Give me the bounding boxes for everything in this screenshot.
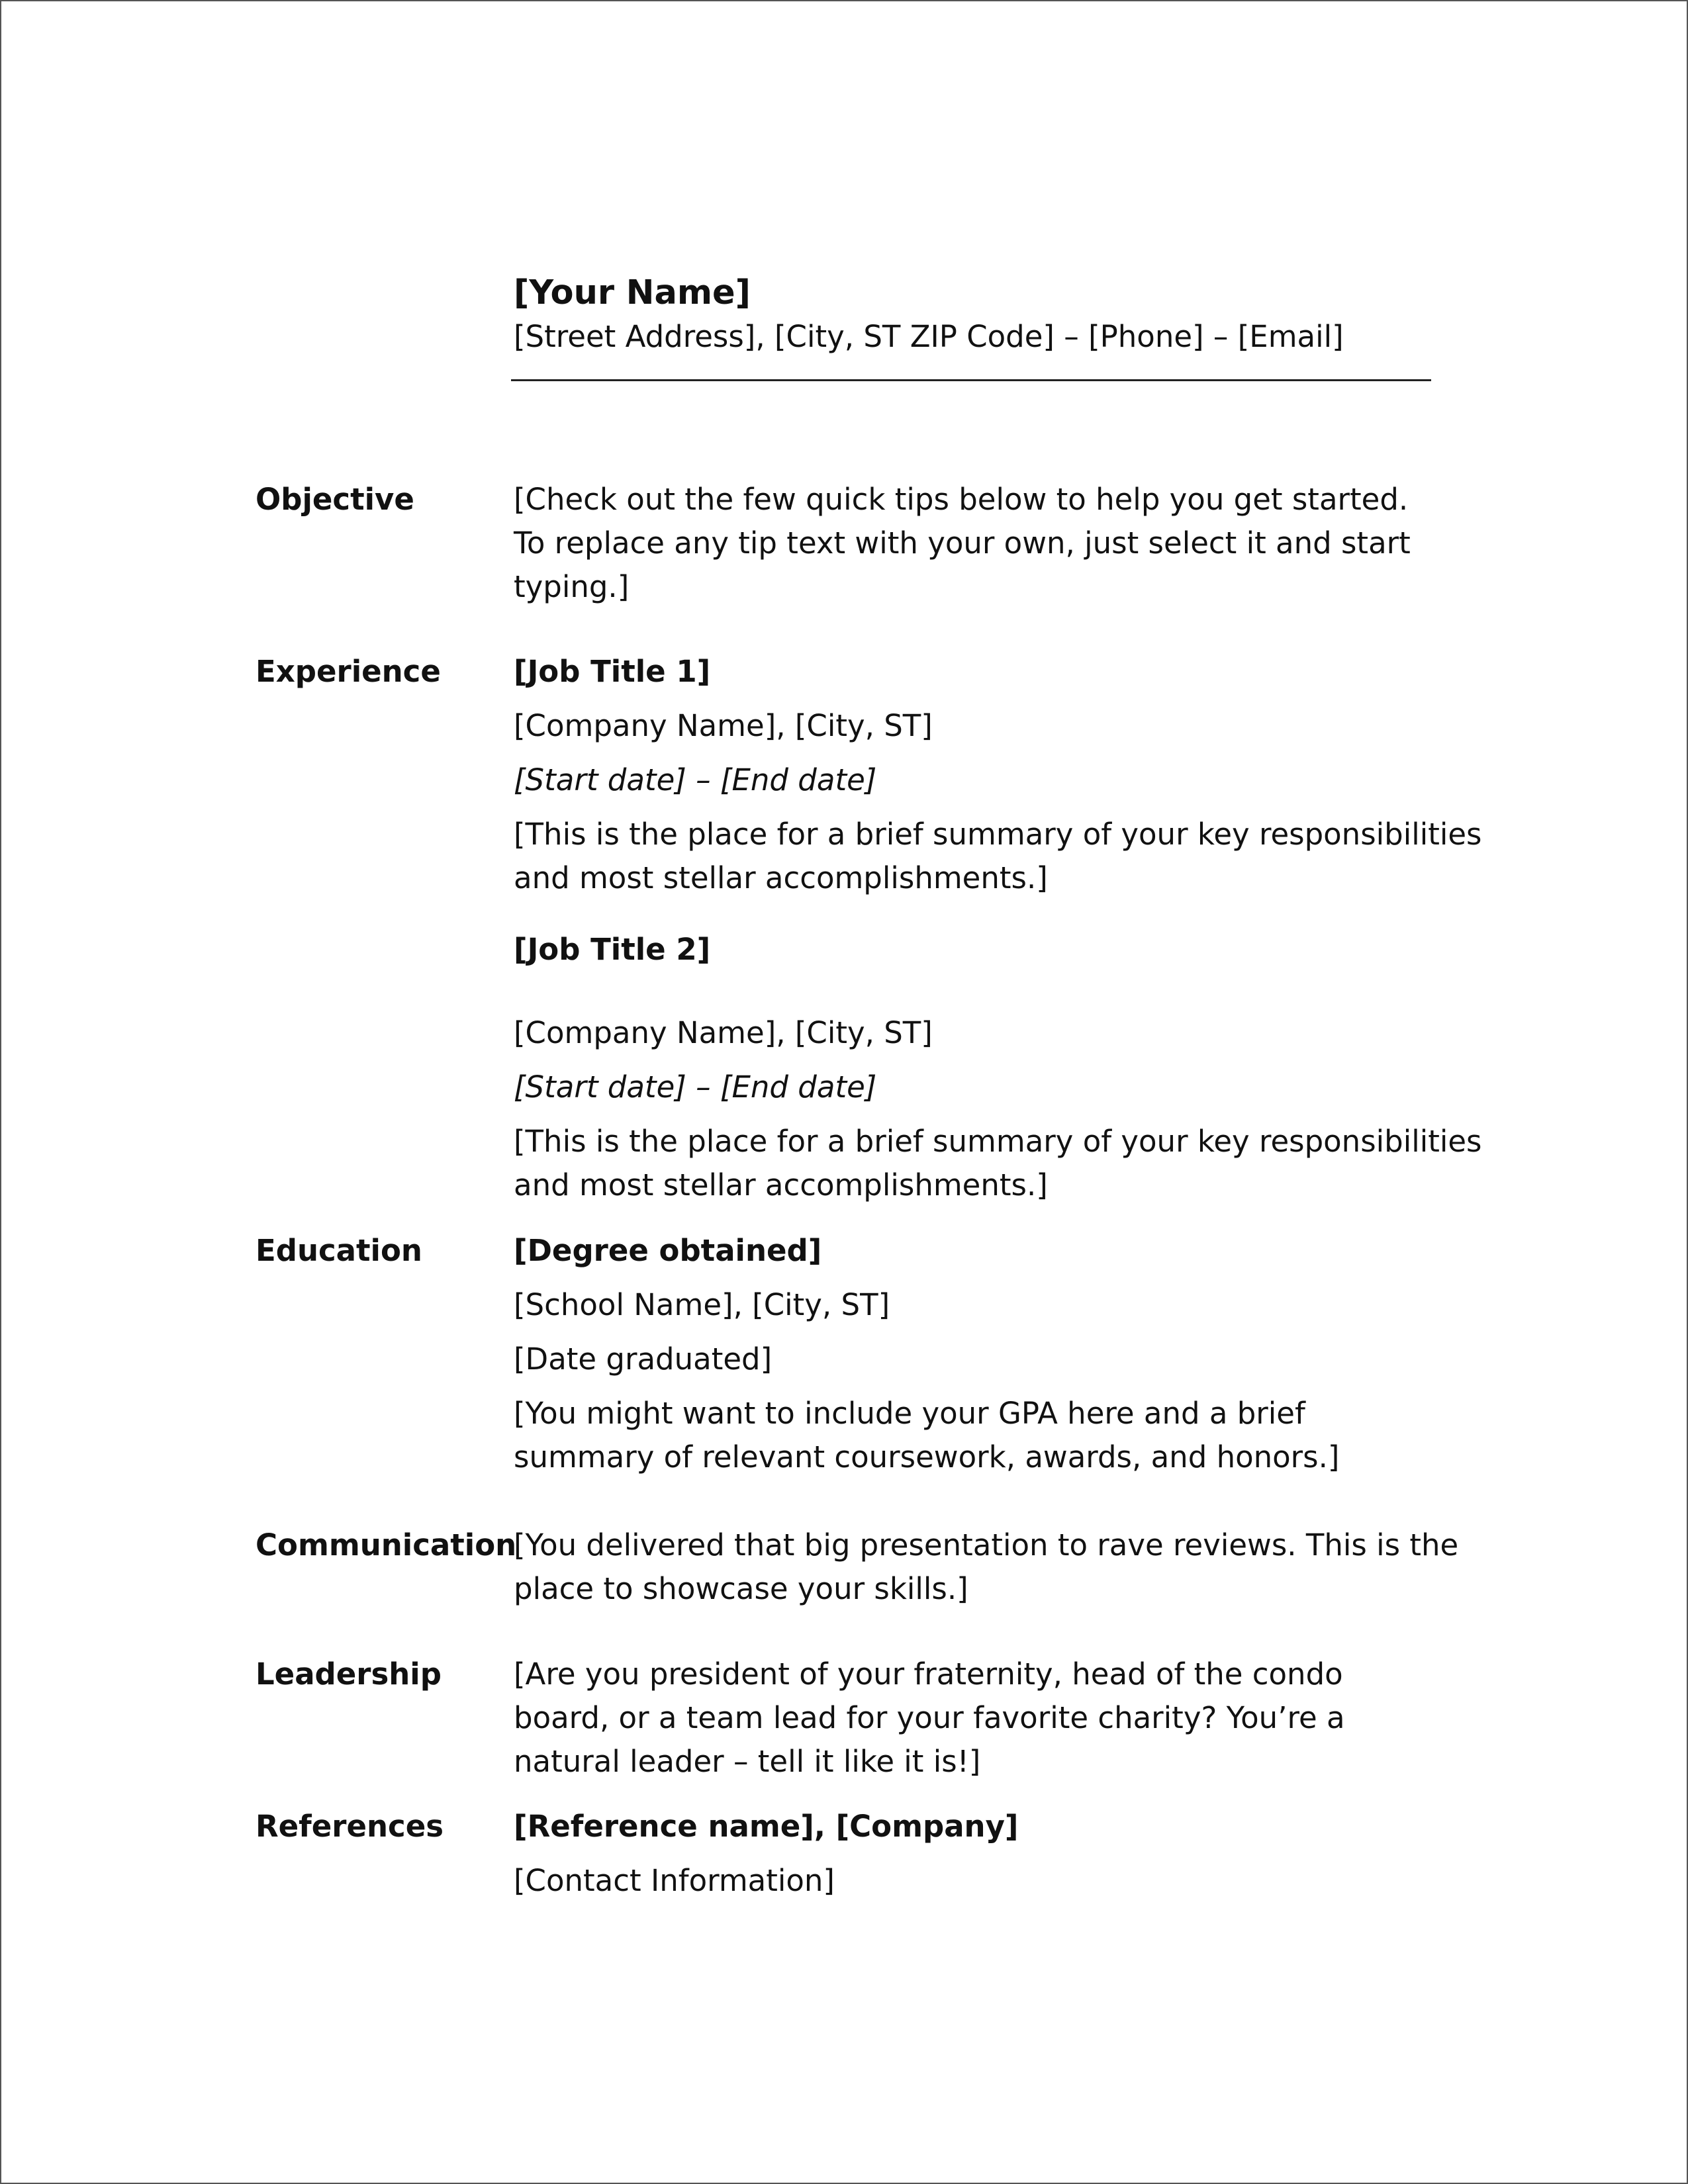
objective-line-1[interactable]: [Check out the few quick tips below to help you get started. xyxy=(514,482,1409,517)
leadership-line-3[interactable]: natural leader – tell it like it is!] xyxy=(514,1744,981,1779)
education-details-line-1[interactable]: [You might want to include your GPA here and a brief xyxy=(514,1396,1305,1431)
header-divider xyxy=(511,379,1431,381)
job-2-summary-line-1[interactable]: [This is the place for a brief summary of your key responsibilities xyxy=(514,1124,1482,1159)
contact-info[interactable]: [Street Address], [City, ST ZIP Code] – [Phone] – [Email] xyxy=(514,319,1344,354)
date-graduated[interactable]: [Date graduated] xyxy=(514,1342,773,1377)
objective-label: Objective xyxy=(256,482,414,517)
degree[interactable]: [Degree obtained] xyxy=(514,1233,822,1268)
job-1-summary-line-2[interactable]: and most stellar accomplishments.] xyxy=(514,860,1048,895)
education-details-line-2[interactable]: summary of relevant coursework, awards, and honors.] xyxy=(514,1439,1340,1475)
job-1-company[interactable]: [Company Name], [City, ST] xyxy=(514,708,933,743)
resume-header xyxy=(514,271,1431,359)
reference-contact[interactable]: [Contact Information] xyxy=(514,1863,835,1898)
communication-label: Communication xyxy=(256,1527,517,1563)
leadership-line-2[interactable]: board, or a team lead for your favorite charity? You’re a xyxy=(514,1700,1345,1735)
candidate-name[interactable]: [Your Name] xyxy=(514,273,751,312)
experience-label: Experience xyxy=(256,654,441,689)
reference-name[interactable]: [Reference name], [Company] xyxy=(514,1809,1019,1844)
job-2-summary-line-2[interactable]: and most stellar accomplishments.] xyxy=(514,1167,1048,1203)
education-label: Education xyxy=(256,1233,422,1268)
leadership-label: Leadership xyxy=(256,1657,442,1692)
job-2-dates[interactable]: [Start date] – [End date] xyxy=(514,1069,877,1105)
job-2-company[interactable]: [Company Name], [City, ST] xyxy=(514,1015,933,1050)
objective-line-2[interactable]: To replace any tip text with your own, just select it and start xyxy=(514,525,1411,561)
objective-line-3[interactable]: typing.] xyxy=(514,569,630,604)
job-1-dates[interactable]: [Start date] – [End date] xyxy=(514,762,877,797)
job-2-title[interactable]: [Job Title 2] xyxy=(514,932,711,967)
leadership-line-1[interactable]: [Are you president of your fraternity, head of the condo xyxy=(514,1657,1343,1692)
job-1-summary-line-1[interactable]: [This is the place for a brief summary of your key responsibilities xyxy=(514,817,1482,852)
references-label: References xyxy=(256,1809,444,1844)
school[interactable]: [School Name], [City, ST] xyxy=(514,1287,890,1322)
job-1-title[interactable]: [Job Title 1] xyxy=(514,654,711,689)
communication-line-2[interactable]: place to showcase your skills.] xyxy=(514,1571,968,1606)
communication-line-1[interactable]: [You delivered that big presentation to rave reviews. This is the xyxy=(514,1527,1459,1563)
